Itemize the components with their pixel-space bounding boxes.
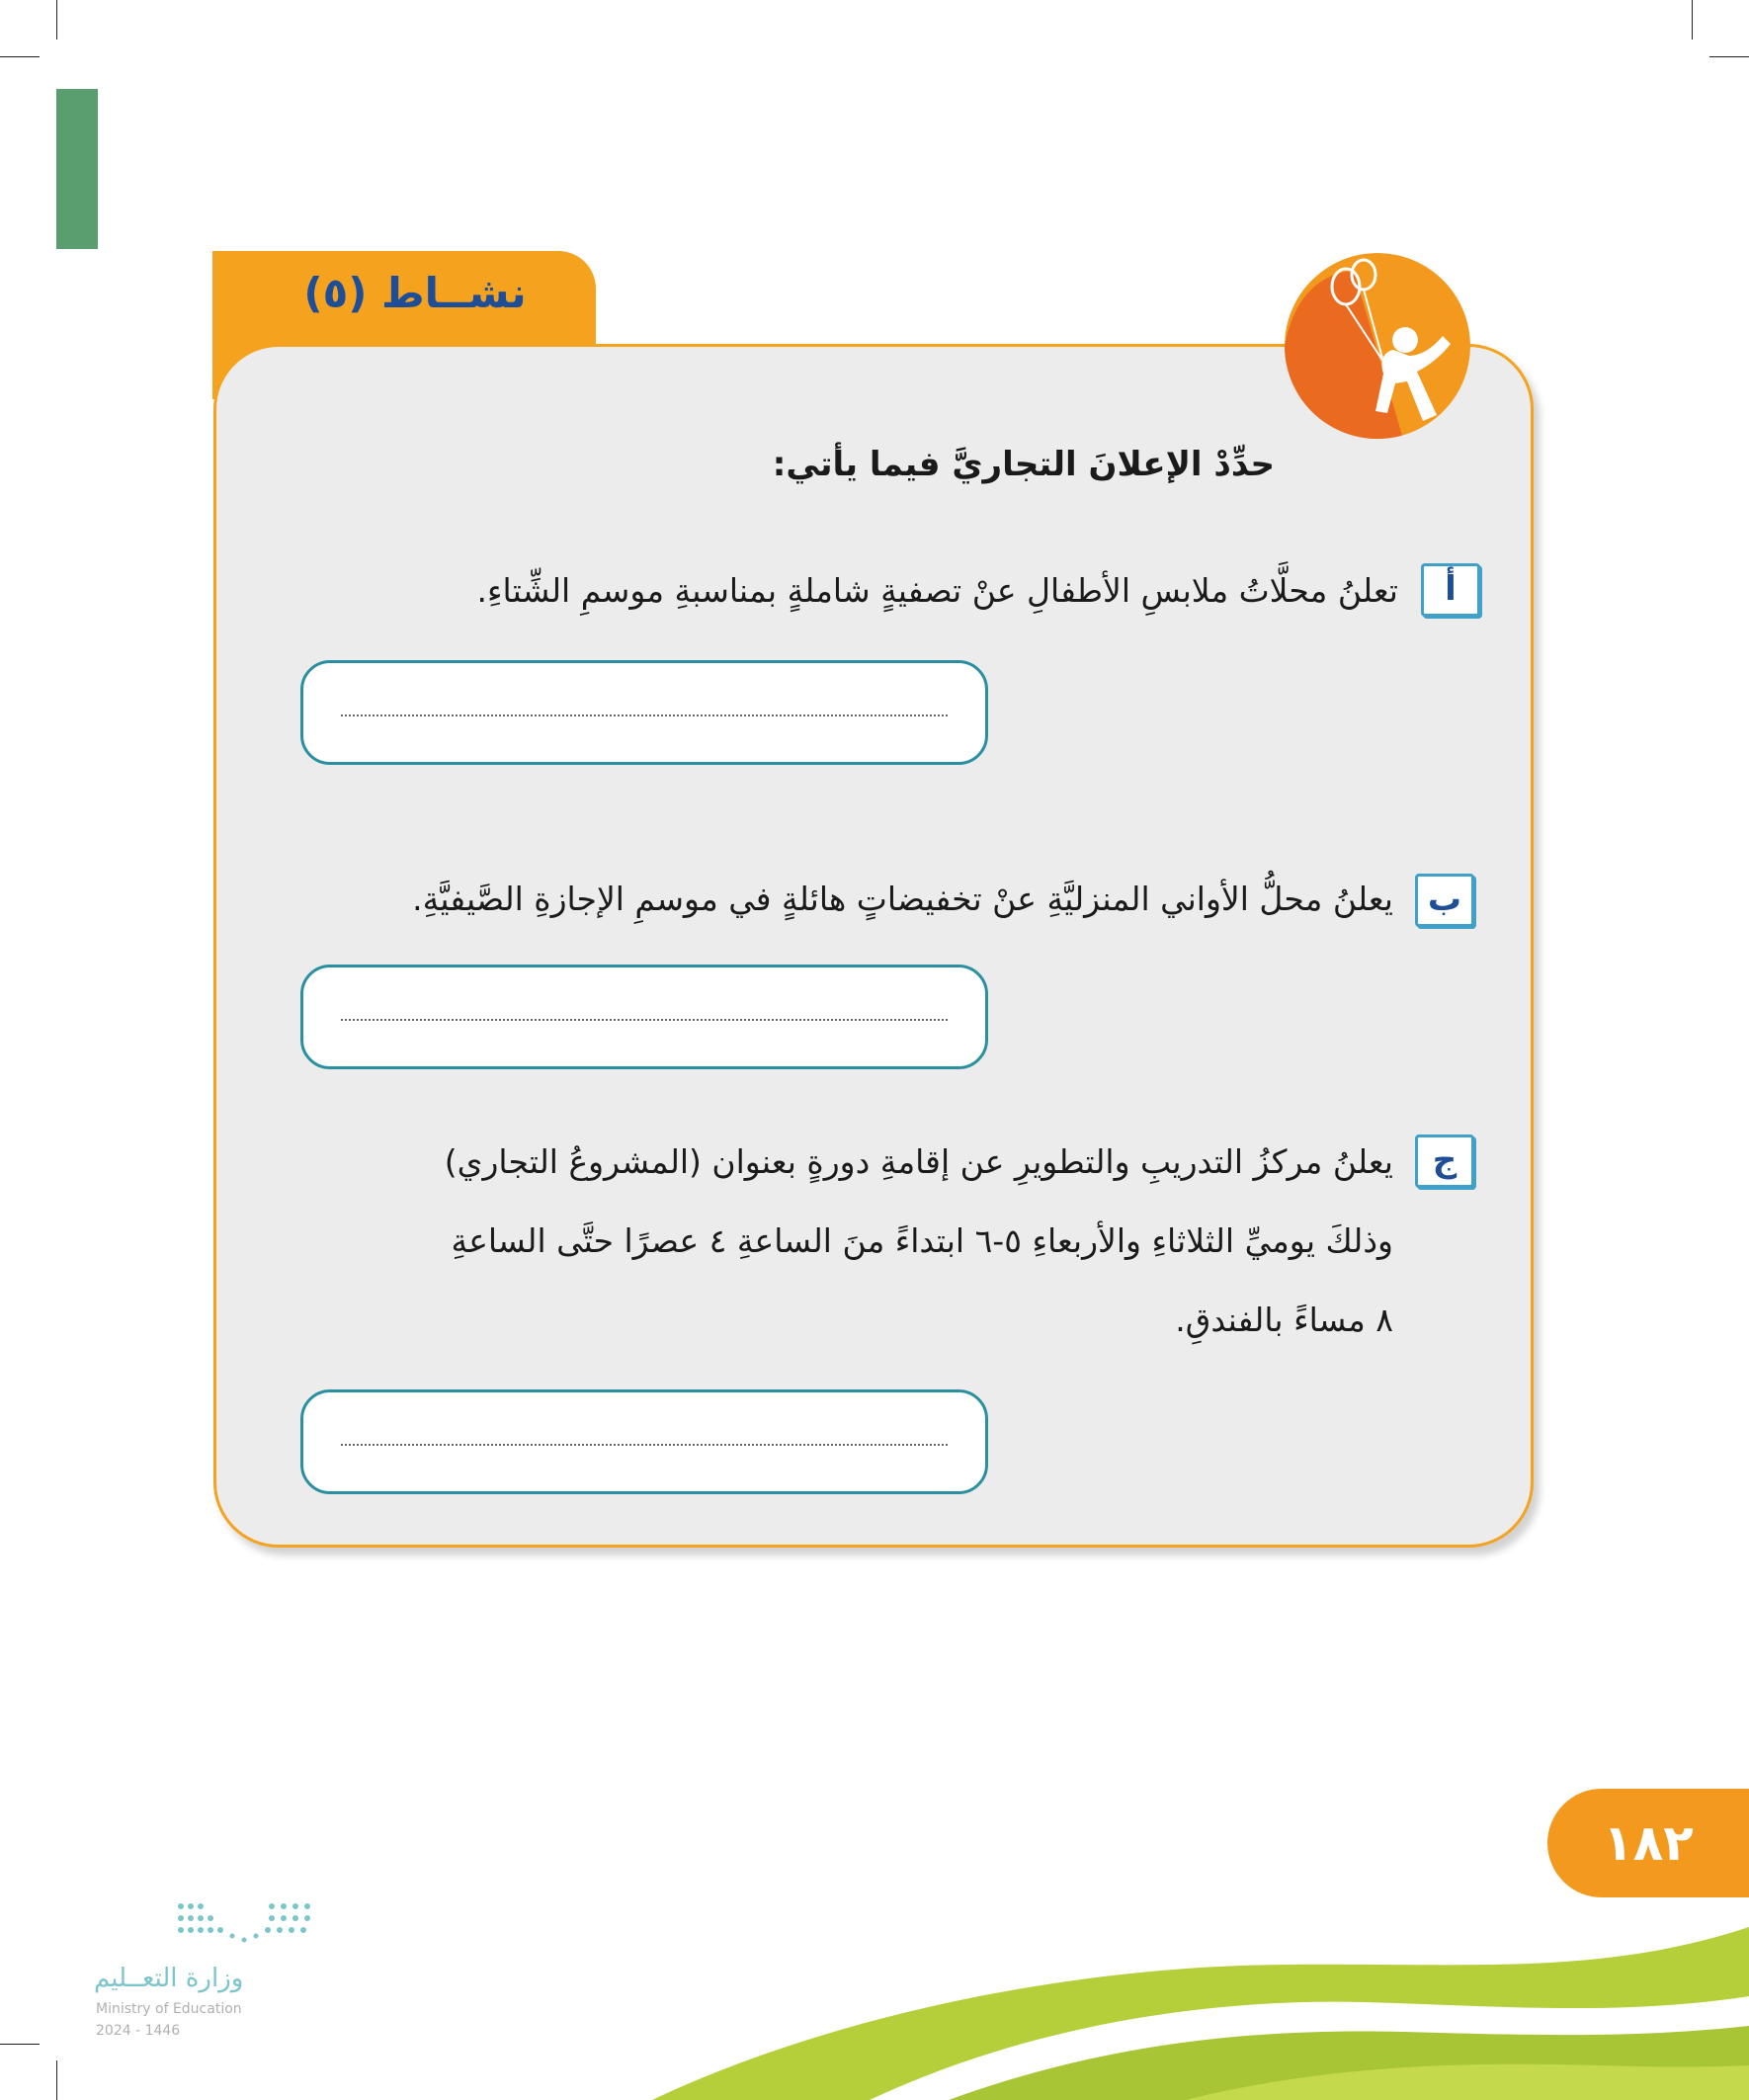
- crop-mark: [0, 56, 40, 57]
- activity-panel: [213, 344, 1534, 1548]
- answer-field-b[interactable]: [300, 965, 988, 1069]
- ministry-dots-icon: [173, 1896, 321, 1956]
- ministry-name-arabic: وزارة التعــليم: [94, 1964, 244, 1993]
- crop-mark: [1709, 56, 1749, 57]
- question-a: [326, 561, 1398, 621]
- question-c: [326, 1123, 1393, 1360]
- chapter-color-tab: [56, 89, 98, 249]
- answer-field-a[interactable]: [300, 660, 988, 765]
- answer-line: [341, 1444, 948, 1446]
- crop-mark: [1692, 0, 1693, 40]
- answer-field-c[interactable]: [300, 1389, 988, 1494]
- question-c-line-3: ٨ مساءً بالفندقِ.: [1175, 1301, 1393, 1339]
- instruction-text: حدِّدْ الإعلانَ التجاريَّ فيما يأتي:: [772, 445, 1275, 484]
- ministry-logo: [94, 1892, 331, 2041]
- child-balloon-icon: [1285, 253, 1470, 439]
- question-a-line: تعلنُ محلَّاتُ ملابسِ الأطفالِ عنْ تصفيةٍ شاملةٍ بمناسبةِ موسمِ الشِّتاءِ.: [476, 571, 1398, 610]
- answer-line: [341, 1019, 948, 1021]
- item-marker-b: ب: [1415, 874, 1474, 927]
- question-c-line-1: يعلنُ مركزُ التدريبِ والتطويرِ عن إقامةِ دورةٍ بعنوان (المشروعُ التجاري): [444, 1142, 1393, 1181]
- question-b-line: يعلنُ محلُّ الأواني المنزليَّةِ عنْ تخفيضاتٍ هائلةٍ في موسمِ الإجازةِ الصَّيفيَّةِ.: [412, 880, 1393, 918]
- activity-title: نشــاط (٥): [303, 269, 527, 317]
- ministry-year: 2024 - 1446: [96, 2023, 181, 2039]
- crop-mark: [0, 2044, 40, 2045]
- ministry-name-english: Ministry of Education: [96, 2001, 242, 2017]
- crop-mark: [56, 2060, 57, 2100]
- page-number: ١٨٢: [1547, 1789, 1749, 1897]
- answer-line: [341, 714, 948, 716]
- question-c-line-2: وذلكَ يوميِّ الثلاثاءِ والأربعاءِ ٥-٦ ابتداءً منَ الساعةِ ٤ عصرًا حتَّى الساعةِ: [451, 1221, 1393, 1260]
- crop-mark: [56, 0, 57, 40]
- green-swoosh-decoration: [652, 1907, 1749, 2100]
- question-b: [326, 870, 1393, 929]
- item-marker-a: أ: [1421, 563, 1480, 617]
- item-marker-c: ج: [1415, 1134, 1474, 1188]
